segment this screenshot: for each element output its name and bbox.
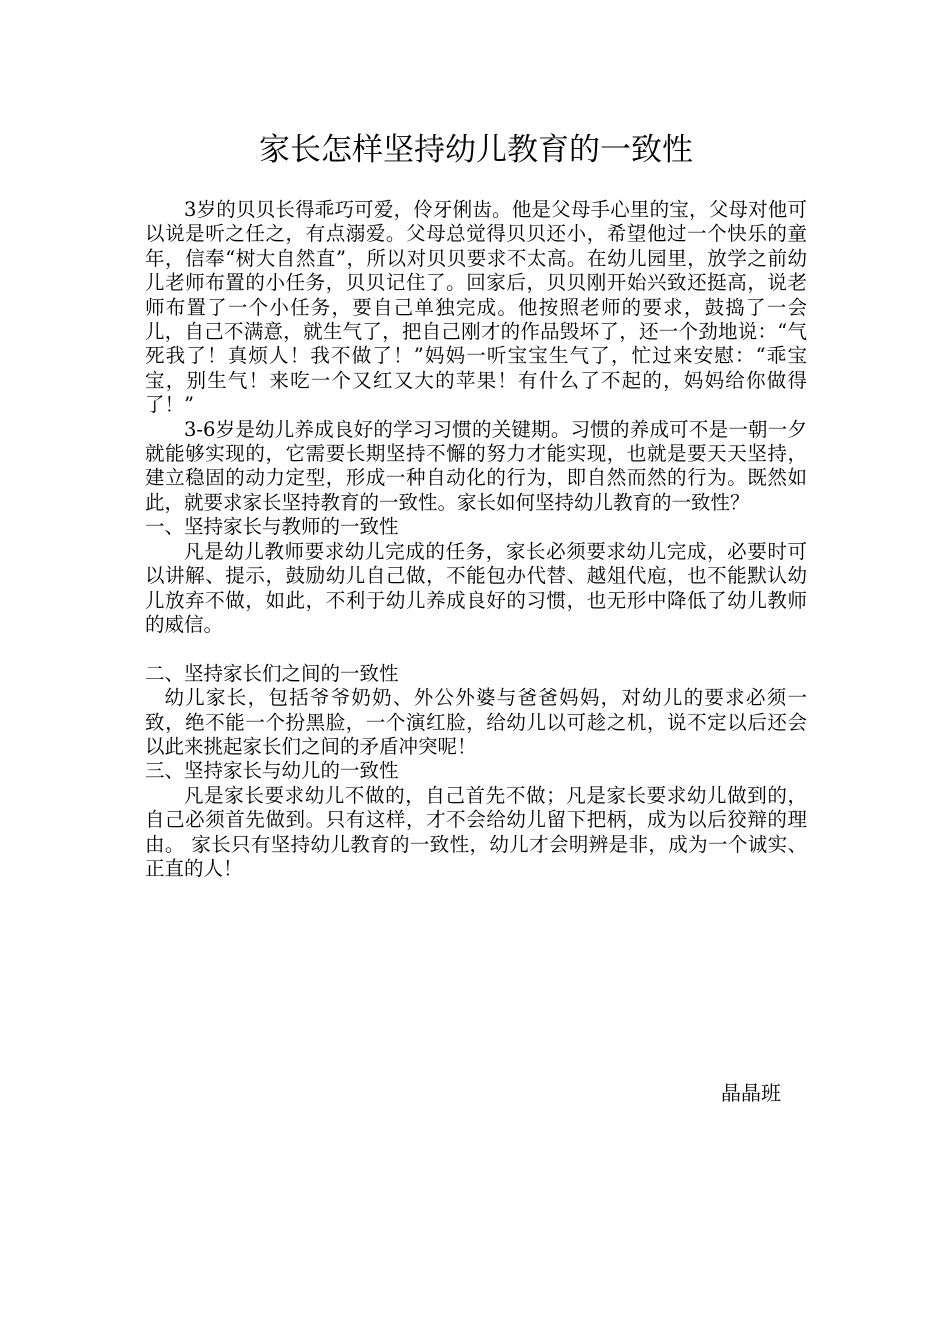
document-body (145, 198, 807, 881)
section-heading-1: 一、坚持家长与教师的一致性 (145, 515, 399, 539)
blank-line (145, 637, 807, 661)
paragraph-habits: 3-6岁是幼儿养成良好的学习习惯的关键期。习惯的养成可不是一朝一夕就能够实现的，它需要长期坚持不懈的努力才能实现，也就是要天天坚持，建立稳固的动力定型，形成一种自动化的行为，即自然而然的行为。既然如此，就要求家长坚持教育的一致性。家长如何坚持幼儿教育的一致性？ (145, 417, 807, 514)
section-heading-3: 三、坚持家长与幼儿的一致性 (145, 759, 399, 783)
signature: 晶晶班 (721, 1081, 781, 1105)
section-heading-2: 二、坚持家长们之间的一致性 (145, 661, 399, 685)
paragraph-section-1: 凡是幼儿教师要求幼儿完成的任务，家长必须要求幼儿完成，必要时可以讲解、提示，鼓励幼儿自己做，不能包办代替、越俎代庖，也不能默认幼儿放弃不做，如此，不利于幼儿养成良好的习惯，也无形中降低了幼儿教师的威信。 (145, 539, 807, 636)
paragraph-section-2: 幼儿家长，包括爷爷奶奶、外公外婆与爸爸妈妈，对幼儿的要求必须一致，绝不能一个扮黑脸，一个演红脸，给幼儿以可趁之机，说不定以后还会以此来挑起家长们之间的矛盾冲突呢！ (145, 686, 807, 758)
paragraph-section-3: 凡是家长要求幼儿不做的，自己首先不做；凡是家长要求幼儿做到的，自己必须首先做到。只有这样，才不会给幼儿留下把柄，成为以后狡辩的理由。 家长只有坚持幼儿教育的一致性，幼儿才会明辨是非，成为一个诚实、正直的人！ (145, 783, 807, 880)
paragraph-story: 3岁的贝贝长得乖巧可爱，伶牙俐齿。他是父母手心里的宝，父母对他可以说是听之任之，有点溺爱。父母总觉得贝贝还小，希望他过一个快乐的童年，信奉“树大自然直”，所以对贝贝要求不太高。在幼儿园里，放学之前幼儿老师布置的小任务，贝贝记住了。回家后，贝贝刚开始兴致还挺高，说老师布置了一个小任务，要自己单独完成。他按照老师的要求，鼓捣了一会儿，自己不满意，就生气了，把自己刚才的作品毁坏了，还一个劲地说：“气死我了！真烦人！我不做了！”妈妈一听宝宝生气了，忙过来安慰：“乖宝宝，别生气！来吃一个又红又大的苹果！有什么了不起的，妈妈给你做得了！” (145, 198, 807, 417)
document-title: 家长怎样坚持幼儿教育的一致性 (259, 132, 693, 168)
document-page (145, 0, 807, 1344)
